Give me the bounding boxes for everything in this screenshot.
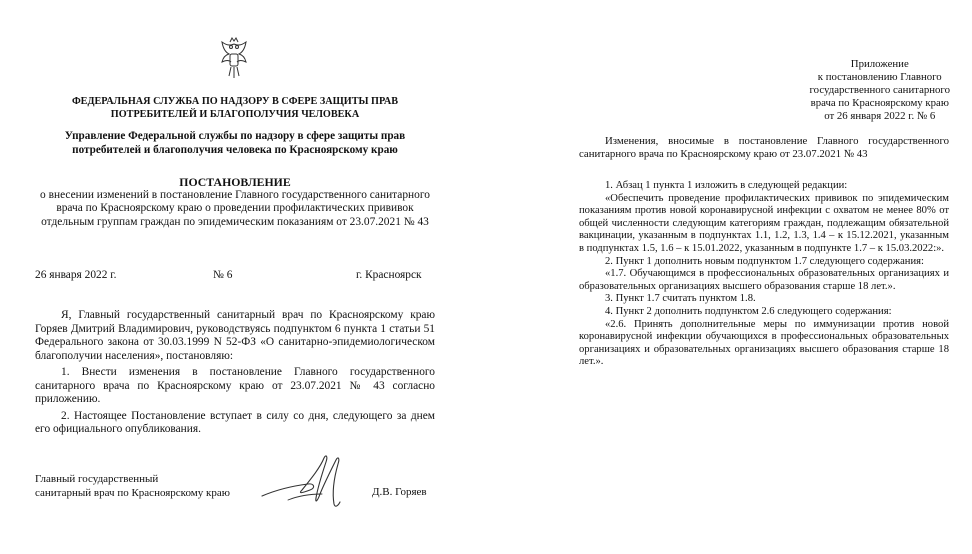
appendix-line: врача по Красноярскому краю [810, 97, 949, 109]
signer-title-line: Главный государственный [35, 473, 159, 485]
change-item: «2.6. Принять дополнительные меры по иммунизации против новой коронавирусной инфекции обучающихся в профессиональных образовательных организациях и образовательных организациях высшего образования старше 18 лет.». [579, 318, 949, 368]
appendix-line: государственного санитарного [809, 84, 950, 96]
agency-name: ФЕДЕРАЛЬНАЯ СЛУЖБА ПО НАДЗОРУ В СФЕРЕ ЗАЩИТЫ ПРАВ ПОТРЕБИТЕЛЕЙ И БЛАГОПОЛУЧИЯ ЧЕЛОВЕКА [71, 96, 399, 120]
decree-paragraph: Я, Главный государственный санитарный врач по Красноярскому краю Горяев Дмитрий Владимирович, руководствуясь подпунктом 6 пункта 1 статьи 51 Федерального закона от 30.03.1999 N 52-ФЗ «О санитарно-эпидемиологическом благополучии населения», постановляю: [35, 309, 435, 362]
signer-title [35, 473, 230, 500]
appendix-line: от 26 января 2022 г. № 6 [824, 110, 936, 122]
decree-body [35, 309, 435, 440]
signature-icon [258, 450, 370, 514]
change-item: «Обеспечить проведение профилактических прививок по эпидемическим показаниям против новой коронавирусной инфекции с охватом не менее 80% от общей численности следующим категориям граждан, подлежащим обязательной вакцинации, указанным в подпунктах 1.1, 1.2, 1.3, 1.4 – к 15.12.2021, указанным в подпунктах 1.5, 1.6 – к 15.01.2022, указанным в подпункте 1.7 – к 15.03.2022:». [579, 192, 949, 254]
decree-paragraph: 1. Внести изменения в постановление Главного государственного санитарного врача по Красноярскому краю от 23.07.2021 № 43 согласно приложению. [35, 366, 435, 405]
appendix-line: Приложение [850, 58, 909, 70]
change-item: 4. Пункт 2 дополнить подпунктом 2.6 следующего содержания: [605, 305, 892, 317]
appendix-header [810, 58, 950, 123]
department-name: Управление Федеральной службы по надзору в сфере защиты прав потребителей и благополучия человека по Красноярскому краю [64, 130, 406, 156]
decree-paragraph: 2. Настоящее Постановление вступает в силу со дня, следующего за днем его официального опубликования. [35, 409, 435, 435]
signer-title-line: санитарный врач по Красноярскому краю [35, 486, 230, 499]
change-item: 3. Пункт 1.7 считать пунктом 1.8. [605, 293, 756, 305]
document-city: г. Красноярск [356, 269, 422, 281]
document-date: 26 января 2022 г. [35, 269, 117, 281]
appendix-line: к постановлению Главного [817, 71, 942, 83]
changes-body [579, 180, 949, 369]
coat-of-arms-icon [219, 36, 249, 80]
document-subject: о внесении изменений в постановление Главного государственного санитарного врача по Красноярскому краю о проведении профилактических прививок отдельным группам граждан по эпидемическим показаниям от 23.07.2021 № 43 [40, 189, 430, 228]
change-item: «1.7. Обучающимся в профессиональных образовательных организациях и образовательных организациях высшего образования старше 18 лет.». [579, 268, 949, 292]
change-item: 1. Абзац 1 пункта 1 изложить в следующей редакции: [605, 180, 848, 191]
signer-name: Д.В. Горяев [372, 486, 427, 498]
document-number: № 6 [213, 269, 233, 281]
document-type: ПОСТАНОВЛЕНИЕ [179, 175, 291, 189]
changes-title: Изменения, вносимые в постановление Главного государственного санитарного врача по Красноярскому краю от 23.07.2021 № 43 [579, 135, 949, 160]
appendix-page [486, 0, 972, 554]
change-item: 2. Пункт 1 дополнить новым подпунктом 1.7 следующего содержания: [605, 255, 924, 267]
